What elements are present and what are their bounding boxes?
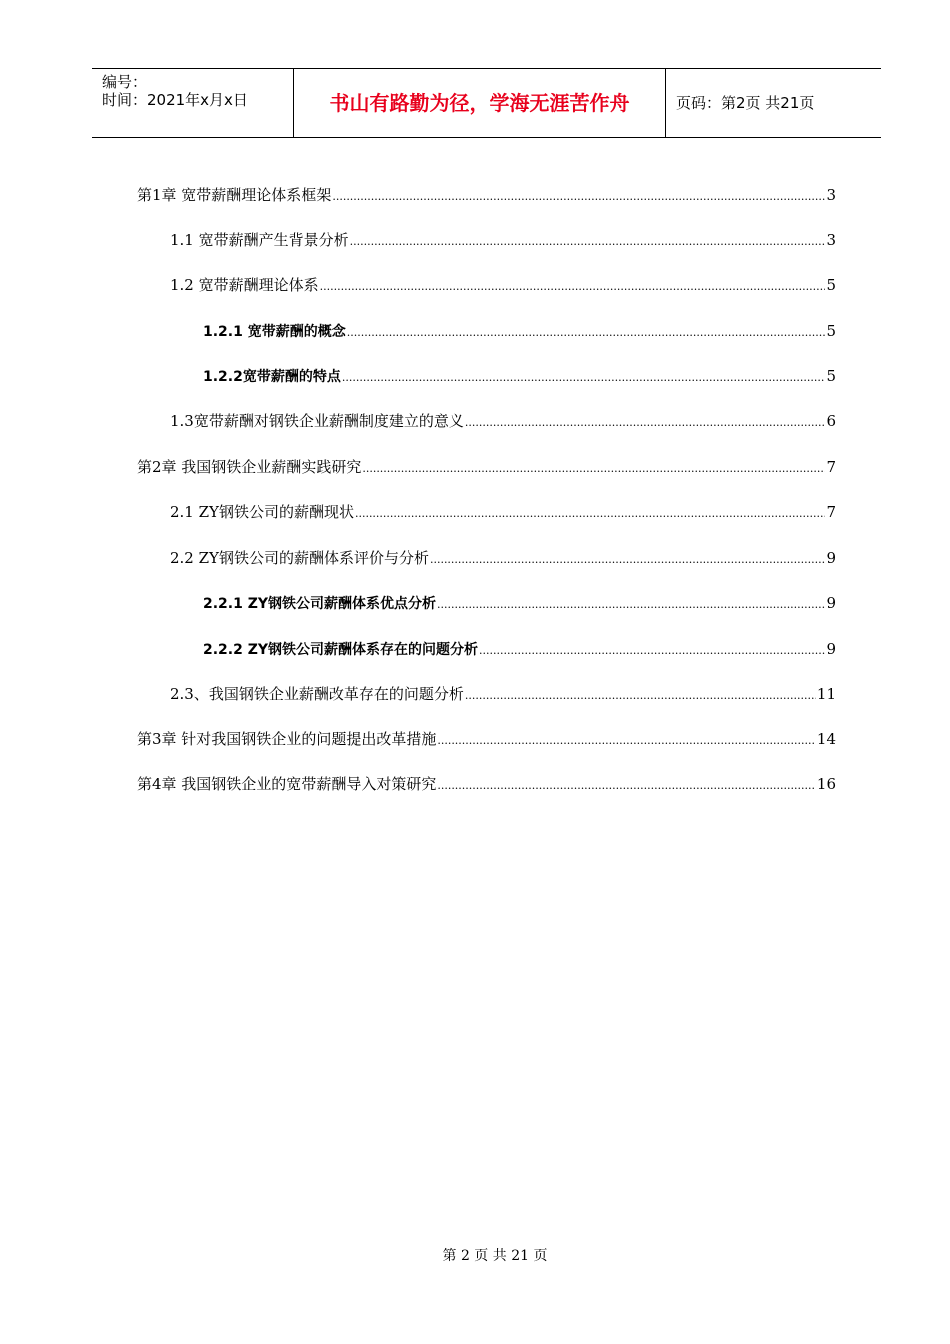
motto-text: 书山有路勤为径，学海无涯苦作舟 bbox=[329, 91, 630, 115]
toc-entry-2-2-2[interactable] bbox=[203, 638, 836, 660]
toc-entry-label: 1.1 宽带薪酬产生背景分析 bbox=[170, 231, 349, 249]
toc-entry-label: 1.2 宽带薪酬理论体系 bbox=[170, 276, 319, 294]
toc-entry-label: 2.2.1 ZY钢铁公司薪酬体系优点分析 bbox=[203, 596, 437, 612]
toc-entry-2-2[interactable] bbox=[170, 547, 836, 569]
toc-leader-dots bbox=[465, 412, 826, 434]
toc-entry-1-1[interactable] bbox=[170, 229, 836, 251]
toc-entry-page: 9 bbox=[826, 640, 836, 658]
page-footer: 第 2 页 共 21 页 bbox=[442, 1248, 548, 1264]
page-code: 页码：第2页 共21页 bbox=[676, 94, 815, 112]
toc-entry-1-2-1[interactable] bbox=[203, 320, 836, 342]
toc-entry-ch4[interactable] bbox=[137, 773, 836, 795]
toc-entry-label: 2.1 ZY钢铁公司的薪酬现状 bbox=[170, 503, 354, 521]
toc-entry-page: 7 bbox=[826, 503, 836, 521]
header-motto-cell bbox=[293, 69, 666, 137]
toc-entry-1-3[interactable] bbox=[170, 410, 836, 432]
toc-leader-dots bbox=[430, 549, 826, 571]
toc-entry-1-2[interactable] bbox=[170, 274, 836, 296]
toc-entry-page: 7 bbox=[826, 458, 836, 476]
toc-entry-label: 1.3宽带薪酬对钢铁企业薪酬制度建立的意义 bbox=[170, 412, 464, 430]
toc-leader-dots bbox=[342, 367, 826, 389]
toc-entry-ch3[interactable] bbox=[137, 728, 836, 750]
toc-entry-ch2[interactable] bbox=[137, 456, 836, 478]
time-label: 时间：2021年x月x日 bbox=[102, 91, 248, 109]
toc-entry-label: 1.2.2宽带薪酬的特点 bbox=[203, 369, 341, 385]
toc-entry-page: 6 bbox=[826, 412, 836, 430]
toc-entry-label: 第3章 针对我国钢铁企业的问题提出改革措施 bbox=[137, 730, 437, 748]
toc-leader-dots bbox=[479, 640, 825, 662]
toc-entry-page: 14 bbox=[816, 730, 836, 748]
toc-entry-page: 9 bbox=[826, 549, 836, 567]
toc-leader-dots bbox=[332, 186, 825, 208]
toc-entry-page: 5 bbox=[826, 276, 836, 294]
toc-leader-dots bbox=[437, 775, 816, 797]
toc-leader-dots bbox=[362, 458, 825, 480]
toc-entry-ch1[interactable] bbox=[137, 184, 836, 206]
toc-entry-label: 第4章 我国钢铁企业的宽带薪酬导入对策研究 bbox=[137, 775, 437, 793]
toc-leader-dots bbox=[437, 594, 825, 616]
toc-entry-1-2-2[interactable] bbox=[203, 365, 836, 387]
header-info-cell bbox=[92, 69, 293, 137]
toc-entry-label: 2.2 ZY钢铁公司的薪酬体系评价与分析 bbox=[170, 549, 429, 567]
toc-leader-dots bbox=[350, 231, 826, 253]
toc-entry-page: 3 bbox=[826, 231, 836, 249]
header-page-cell bbox=[666, 69, 881, 137]
toc-entry-label: 第2章 我国钢铁企业薪酬实践研究 bbox=[137, 458, 362, 476]
toc-entry-page: 5 bbox=[826, 322, 836, 340]
toc-leader-dots bbox=[347, 322, 826, 344]
toc-entry-2-1[interactable] bbox=[170, 501, 836, 523]
toc-entry-label: 2.3、我国钢铁企业薪酬改革存在的问题分析 bbox=[170, 685, 464, 703]
toc-entry-label: 1.2.1 宽带薪酬的概念 bbox=[203, 324, 346, 340]
toc-leader-dots bbox=[320, 276, 826, 298]
toc-entry-label: 第1章 宽带薪酬理论体系框架 bbox=[137, 186, 332, 204]
toc-leader-dots bbox=[465, 685, 816, 707]
toc-entry-page: 3 bbox=[826, 186, 836, 204]
number-label: 编号： bbox=[102, 73, 148, 91]
toc-entry-page: 11 bbox=[816, 685, 836, 703]
toc-entry-2-3[interactable] bbox=[170, 683, 836, 705]
toc-entry-label: 2.2.2 ZY钢铁公司薪酬体系存在的问题分析 bbox=[203, 642, 479, 658]
document-header bbox=[92, 68, 881, 138]
toc-entry-2-2-1[interactable] bbox=[203, 592, 836, 614]
toc-leader-dots bbox=[437, 730, 816, 752]
toc-entry-page: 9 bbox=[826, 594, 836, 612]
toc-entry-page: 5 bbox=[826, 367, 836, 385]
toc-entry-page: 16 bbox=[816, 775, 836, 793]
toc-leader-dots bbox=[355, 503, 826, 525]
